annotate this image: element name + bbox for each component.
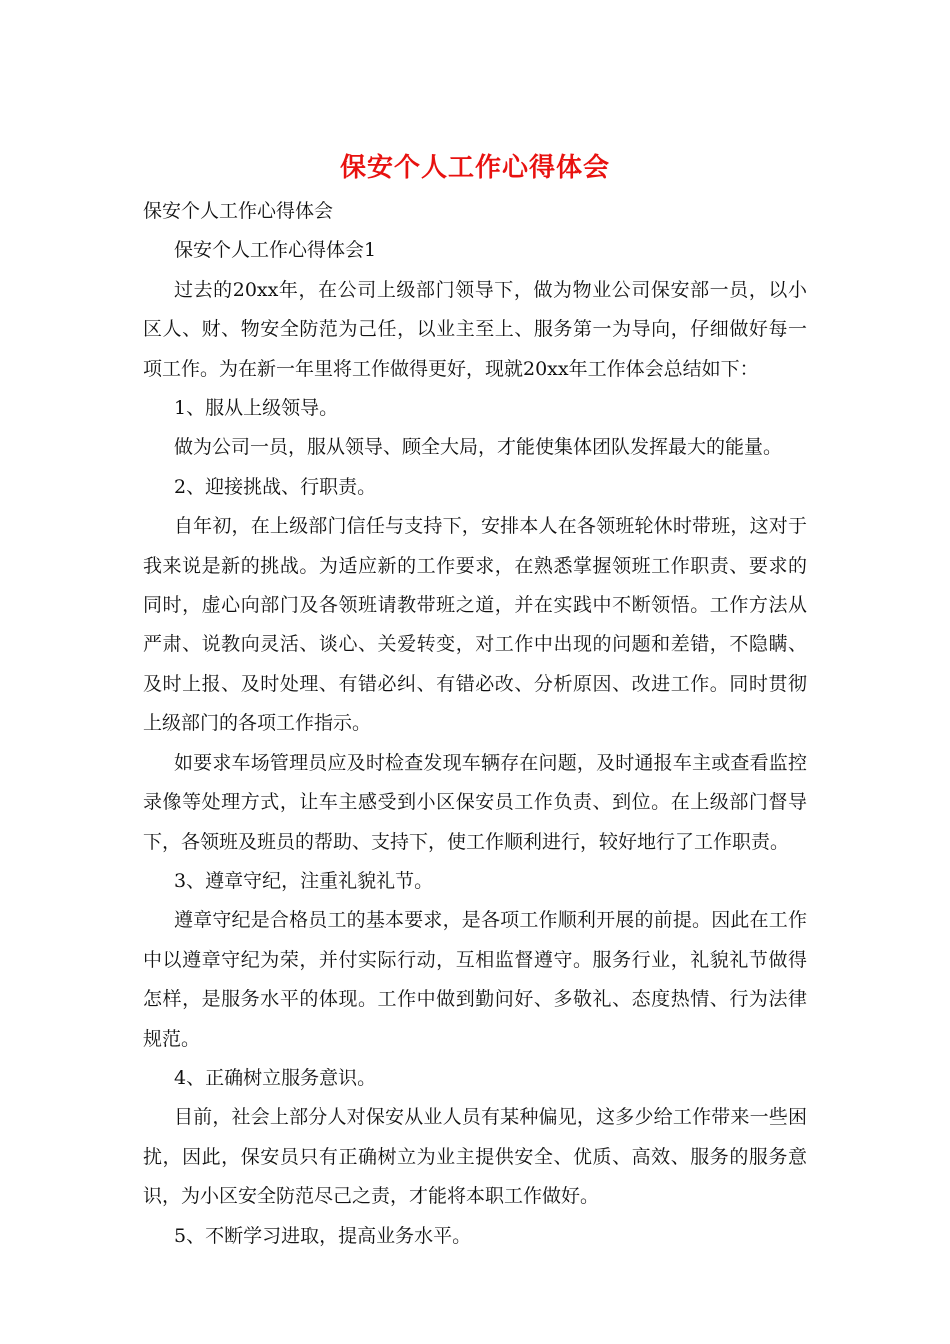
document-body <box>143 192 807 1256</box>
item-paragraph-2b: 如要求车场管理员应及时检查发现车辆存在问题，及时通报车主或查看监控录像等处理方式，让车主感受到小区保安员工作负责、到位。在上级部门督导下，各领班及班员的帮助、支持下，使工作顺利进行，较好地行了工作职责。 <box>143 751 807 853</box>
document-title: 保安个人工作心得体会 <box>339 153 610 183</box>
item-paragraph-2: 自年初，在上级部门信任与支持下，安排本人在各领班轮休时带班，这对于我来说是新的挑战。为适应新的工作要求，在熟悉掌握领班工作职责、要求的同时，虚心向部门及各领班请教带班之道，并在实践中不断领悟。工作方法从严肃、说教向灵活、谈心、关爱转变，对工作中出现的问题和差错，不隐瞒、及时上报、及时处理、有错必纠、有错必改、分析原因、改进工作。同时贯彻上级部门的各项工作指示。 <box>143 515 807 735</box>
item-heading-1: 1、服从上级领导。 <box>174 397 339 420</box>
item-heading-3: 3、遵章守纪，注重礼貌礼节。 <box>174 869 434 892</box>
item-heading-4: 4、正确树立服务意识。 <box>174 1066 377 1089</box>
subtitle-paragraph: 保安个人工作心得体会 <box>143 200 334 222</box>
item-paragraph-4: 目前，社会上部分人对保安从业人员有某种偏见，这多少给工作带来一些困扰，因此，保安员只有正确树立为业主提供安全、优质、高效、服务的服务意识，为小区安全防范尽己之责，才能将本职工作做好。 <box>143 1106 807 1208</box>
item-paragraph-1: 做为公司一员，服从领导、顾全大局，才能使集体团队发挥最大的能量。 <box>174 436 783 459</box>
item-heading-5: 5、不断学习进取，提高业务水平。 <box>174 1224 472 1247</box>
intro-paragraph: 过去的20xx年，在公司上级部门领导下，做为物业公司保安部一员，以小区人、财、物安全防范为己任，以业主至上、服务第一为导向，仔细做好每一项工作。为在新一年里将工作做得更好，现就20xx年工作体会总结如下： <box>143 278 807 380</box>
item-paragraph-3: 遵章守纪是合格员工的基本要求，是各项工作顺利开展的前提。因此在工作中以遵章守纪为荣，并付实际行动，互相监督遵守。服务行业，礼貌礼节做得怎样，是服务水平的体现。工作中做到勤问好、多敬礼、态度热情、行为法律规范。 <box>143 909 807 1050</box>
section-heading: 保安个人工作心得体会1 <box>174 239 377 262</box>
item-heading-2: 2、迎接挑战、行职责。 <box>174 475 377 498</box>
